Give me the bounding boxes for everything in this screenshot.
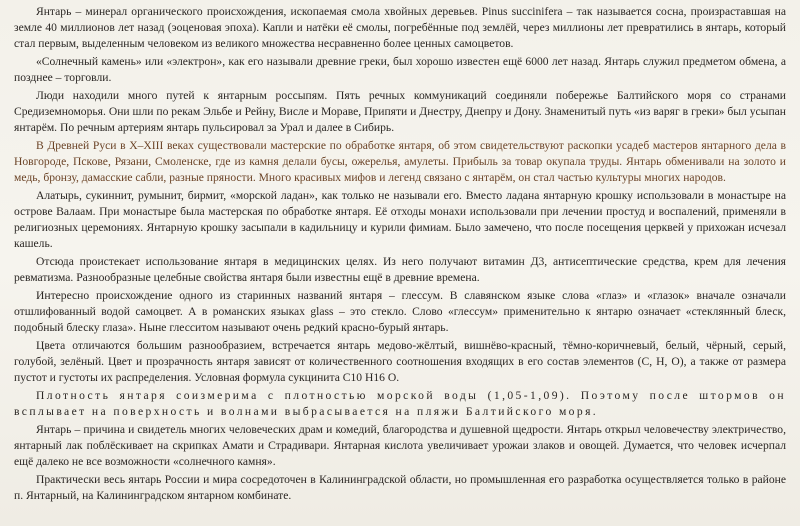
paragraph-ancient-rus: В Древней Руси в X–XIII веках существовали мастерские по обработке янтаря, об этом свидетельствуют раскопки усадеб мастеров янтарного дела в Новгороде, Пскове, Рязани, Смоленске, где из камня делали бусы, ожерелья, амулеты. Прибыль за товар окупала труды. Янтарь обменивали на золото и медь, бронзу, дамасские сабли, разные пряности. Много красивых мифов и легенд связано с янтарём, он стал частью культуры многих народов. — [14, 139, 786, 184]
paragraph-colors: Цвета отличаются большим разнообразием, встречается янтарь медово-жёлтый, вишнёво-красный, тёмно-коричневый, белый, чёрный, серый, голубой, зелёный. Цвет и прозрачность янтаря зависят от количественного соотношения входящих в его состав элементов (С, Н, О), а также от размера пустот и густоты их распределения. Условная формула сукцинита С10 Н16 О. — [14, 339, 786, 384]
paragraph-definition: Янтарь – минерал органического происхождения, ископаемая смола хвойных деревьев. Pinus succinifera – так называется сосна, произраставшая на земле 40 миллионов лет назад (эоценовая эпоха). Капли и натёки её смолы, погребённые под землёй, через миллионы лет превратились в янтарь, который стал первым, выделенным человеком из великого множества несравненно более ценных самоцветов. — [14, 5, 786, 50]
paragraph-medicine: Отсюда проистекает использование янтаря в медицинских целях. Из него получают витамин Д3, антисептические средства, крем для лечения ревматизма. Разнообразные целебные свойства янтаря были известны ещё в древние времена. — [14, 255, 786, 284]
paragraph-sun-stone: «Солнечный камень» или «электрон», как его называли древние греки, был хорошо известен ещё 6000 лет назад. Янтарь служил предметом обмена, а позднее – торговли. — [14, 55, 786, 84]
paragraph-kaliningrad: Практически весь янтарь России и мира сосредоточен в Калининградской области, но промышленная его разработка осуществляется только в районе п. Янтарный, на Калининградском янтарном комбинате. — [14, 473, 786, 502]
paragraph-glessum: Интересно происхождение одного из старинных названий янтаря – глессум. В славянском языке слова «глаз» и «глазок» вначале означали отшлифованный водой самоцвет. А в романских языках glass – это стекло. Слово «глессум» применительно к янтарю означает «стеклянный блеск, подобный блеску глаза». Ныне глесситом называют очень редкий красно-бурый янтарь. — [14, 289, 786, 334]
paragraph-names-valaam: Алатырь, сукиннит, румынит, бирмит, «морской ладан», как только не называли его. Вместо ладана янтарную крошку использовали в монастыре на острове Валаам. При монастыре была мастерская по обработке янтаря. Её отходы монахи использовали при лечении простуд и воспалений, применяли в религиозных церемониях. Янтарную крошку засыпали в кадильницу и курили фимиам. Было замечено, что после посещения церквей у прихожан исчезал кашель. — [14, 189, 786, 250]
paragraph-density: Плотность янтаря соизмерима с плотностью морской воды (1,05-1,09). Поэтому после штормов он всплывает на поверхность и волнами выбрасывается на пляжи Балтийского моря. — [14, 389, 786, 418]
paragraph-significance: Янтарь – причина и свидетель многих человеческих драм и комедий, благородства и душевной щедрости. Янтарь открыл человечеству электричество, янтарный лак поблёскивает на скрипках Амати и Страдивари. Янтарная кислота увеличивает урожаи злаков и овощей. Думается, что человек исчерпал ещё далеко не все возможности «солнечного камня». — [14, 423, 786, 468]
paragraph-trade-routes: Люди находили много путей к янтарным россыпям. Пять речных коммуникаций соединяли побережье Балтийского моря со странами Средиземноморья. Они шли по рекам Эльбе и Рейну, Висле и Мораве, Припяти и Днестру, Днепру и Дону. Знаменитый путь «из варяг в греки» был усыпан янтарём. По речным артериям янтарь пульсировал за Урал и далее в Сибирь. — [14, 89, 786, 134]
